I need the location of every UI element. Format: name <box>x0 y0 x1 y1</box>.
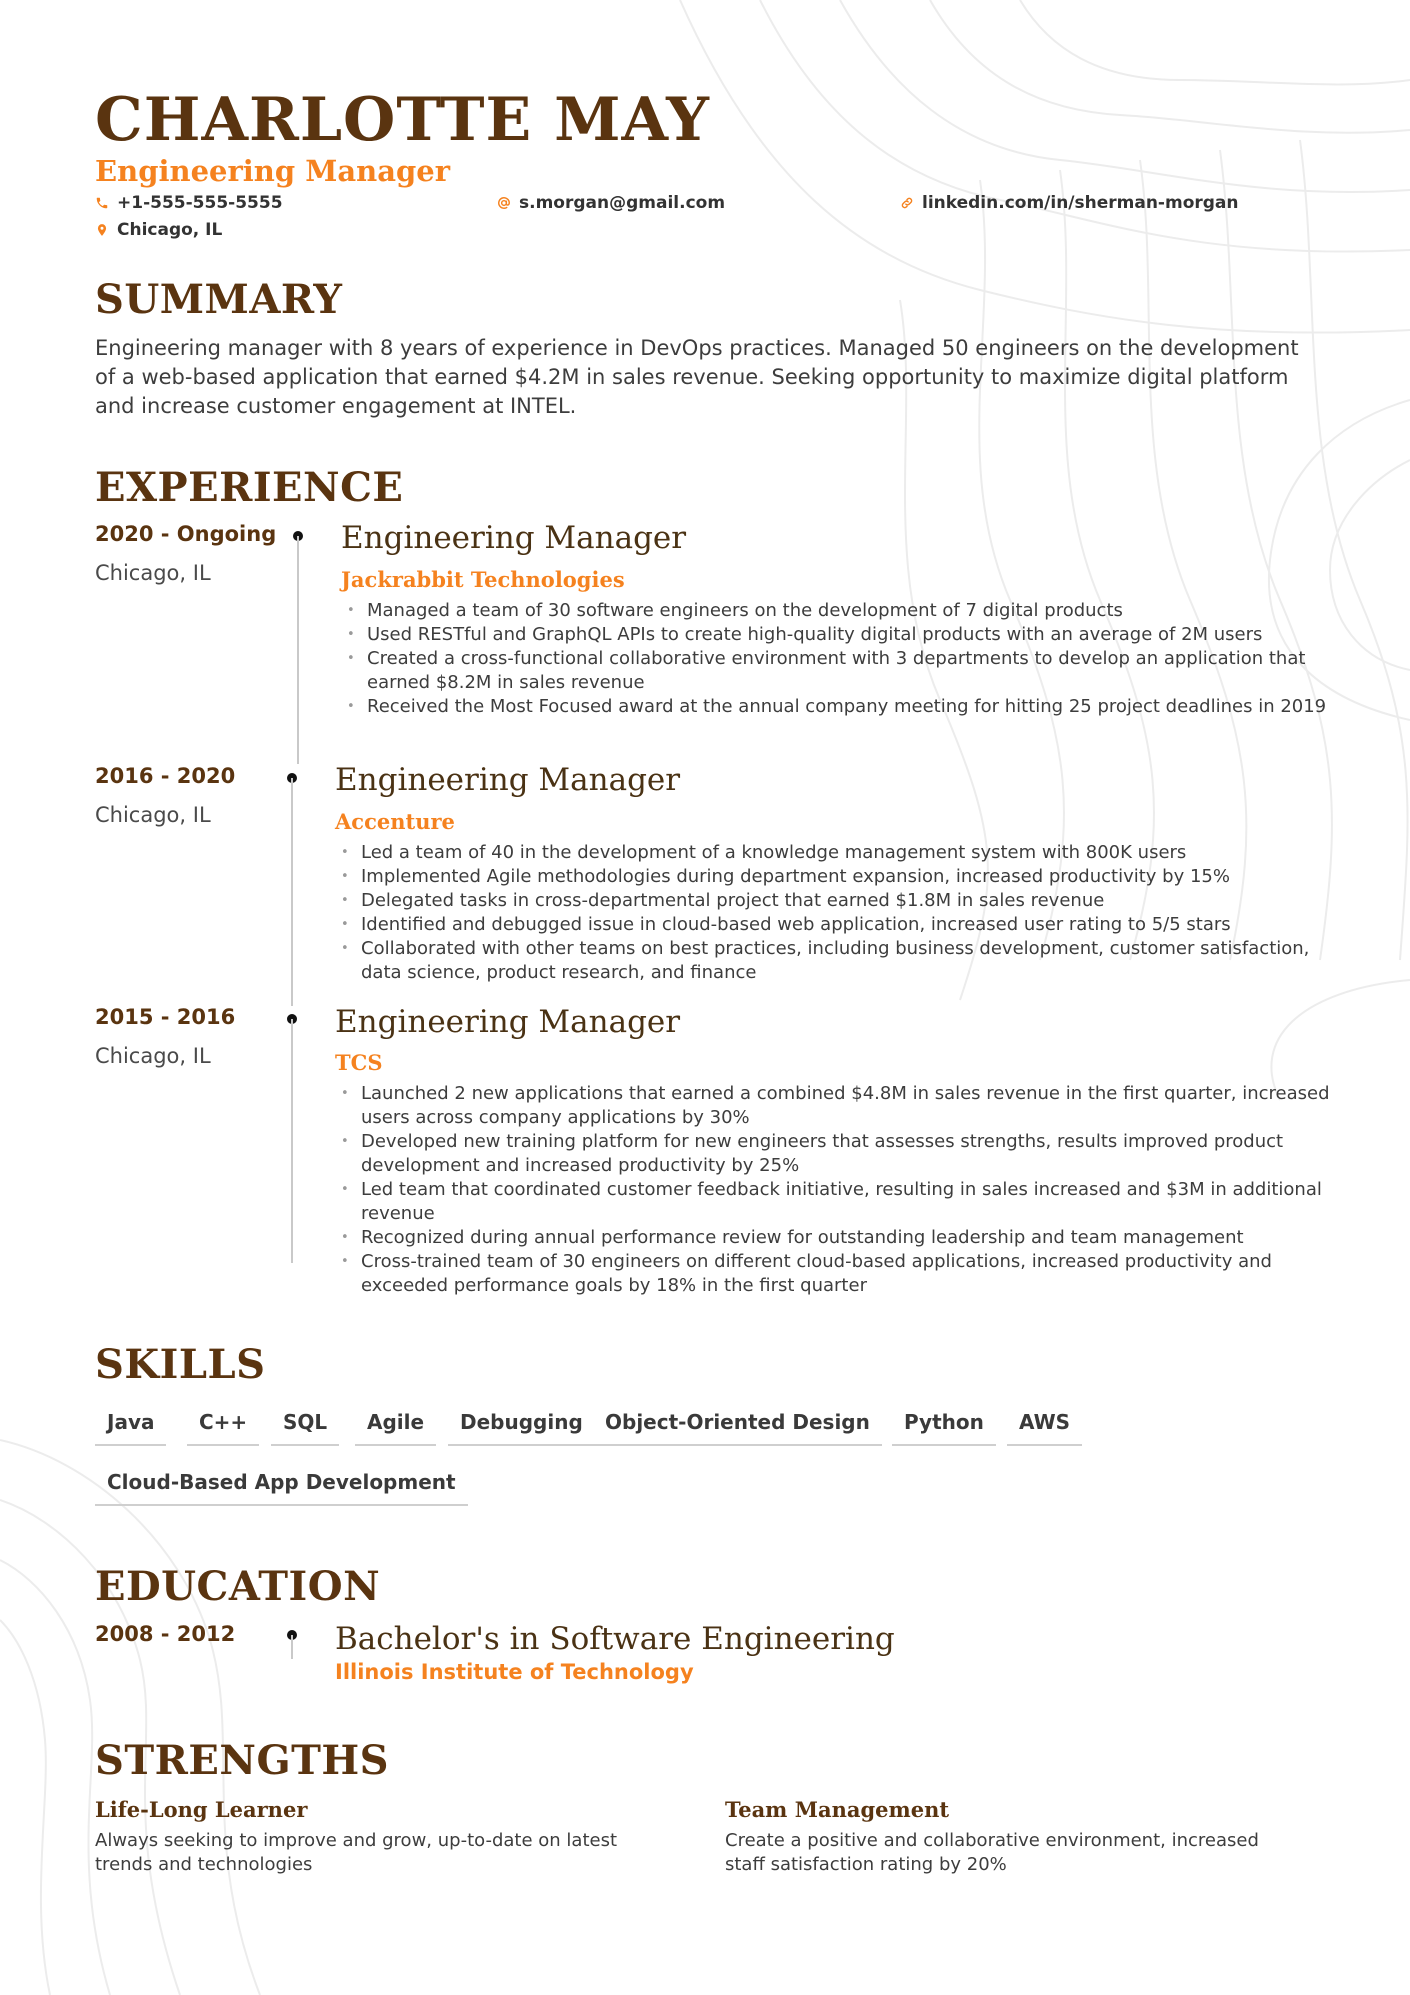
list-item: • Recognized during annual performance review for outstanding leadership and team management <box>337 1226 1337 1250</box>
list-item: • Managed a team of 30 software engineers on the development of 7 digital products <box>343 599 1343 623</box>
list-item: • Received the Most Focused award at the annual company meeting for hitting 25 project deadlines in 2019 <box>343 695 1343 719</box>
job-dates: 2015 - 2016 <box>95 1005 236 1029</box>
list-item: • Identified and debugged issue in cloud-based web application, increased user rating to 5/5 stars <box>337 913 1337 937</box>
strengths-heading: STRENGTHS <box>95 1737 390 1784</box>
summary-text: Engineering manager with 8 years of experience in DevOps practices. Managed 50 engineers on the development of a web-based application that earned $4.2M in sales revenue. Seeking opportunity to maximize digital platform and increase customer engagement at INTEL. <box>95 336 1299 418</box>
education-heading: EDUCATION <box>95 1563 381 1610</box>
list-item: • Led team that coordinated customer feedback initiative, resulting in sales increased and $3M in additional revenue <box>337 1178 1337 1226</box>
list-item: • Implemented Agile methodologies during department expansion, increased productivity by 15% <box>337 865 1337 889</box>
email-text: s.morgan@gmail.com <box>519 193 726 213</box>
job-bullets <box>337 841 1337 985</box>
education-dates: 2008 - 2012 <box>95 1622 236 1646</box>
contact-linkedin[interactable] <box>900 193 1239 213</box>
job-location: Chicago, IL <box>95 803 211 827</box>
experience-heading: EXPERIENCE <box>95 464 404 511</box>
at-icon <box>497 196 511 210</box>
skill-tag: C++ <box>187 1408 259 1446</box>
education-school: Illinois Institute of Technology <box>335 1660 694 1684</box>
company-name: Accenture <box>335 809 455 834</box>
contact-email[interactable] <box>497 193 725 213</box>
skill-tag: Object-Oriented Design <box>593 1408 882 1446</box>
timeline-line <box>291 1635 293 1659</box>
strength-title: Life-Long Learner <box>95 1797 308 1822</box>
job-title: Engineering Manager <box>335 1004 681 1040</box>
candidate-name: CHARLOTTE MAY <box>95 85 710 155</box>
location-text: Chicago, IL <box>117 220 223 240</box>
candidate-title: Engineering Manager <box>95 154 450 188</box>
skill-tag: Cloud-Based App Development <box>95 1468 468 1506</box>
link-icon <box>900 196 914 210</box>
strength-title: Team Management <box>725 1797 950 1822</box>
contact-phone[interactable] <box>95 193 283 213</box>
summary-heading: SUMMARY <box>95 276 343 323</box>
list-item: • Led a team of 40 in the development of a knowledge management system with 800K users <box>337 841 1337 865</box>
list-item: • Launched 2 new applications that earned a combined $4.8M in sales revenue in the first quarter, increased users across company applications by 30% <box>337 1082 1337 1130</box>
phone-icon <box>95 196 109 210</box>
list-item: • Cross-trained team of 30 engineers on different cloud-based applications, increased productivity and exceeded performance goals by 18% in the first quarter <box>337 1250 1337 1298</box>
strength-description: Create a positive and collaborative environment, increased staff satisfaction rating by 20% <box>725 1830 1259 1875</box>
job-bullets <box>337 1082 1337 1298</box>
skill-tag: Python <box>892 1408 996 1446</box>
job-dates: 2020 - Ongoing <box>95 522 277 546</box>
company-name: TCS <box>335 1050 383 1075</box>
education-degree: Bachelor's in Software Engineering <box>335 1621 895 1657</box>
linkedin-text: linkedin.com/in/sherman-morgan <box>922 193 1239 213</box>
job-title: Engineering Manager <box>335 762 681 798</box>
list-item: • Created a cross-functional collaborative environment with 3 departments to develop an application that earned $8.2M in sales revenue <box>343 647 1343 695</box>
job-dates: 2016 - 2020 <box>95 764 236 788</box>
contact-location <box>95 220 222 240</box>
job-location: Chicago, IL <box>95 561 211 585</box>
skill-tag: Java <box>95 1408 166 1446</box>
timeline-line <box>291 1019 293 1263</box>
list-item: • Developed new training platform for new engineers that assesses strengths, results improved product development and increased productivity by 25% <box>337 1130 1337 1178</box>
strength-description: Always seeking to improve and grow, up-to-date on latest trends and technologies <box>95 1830 618 1875</box>
timeline-line <box>297 536 299 764</box>
list-item: • Delegated tasks in cross-departmental project that earned $1.8M in sales revenue <box>337 889 1337 913</box>
timeline-line <box>291 778 293 1006</box>
list-item: • Used RESTful and GraphQL APIs to create high-quality digital products with an average of 2M users <box>343 623 1343 647</box>
skill-tag: Agile <box>355 1408 436 1446</box>
location-pin-icon <box>95 223 109 237</box>
skill-tag: AWS <box>1007 1408 1082 1446</box>
job-bullets <box>343 599 1343 719</box>
skill-tag: SQL <box>271 1408 339 1446</box>
skills-heading: SKILLS <box>95 1341 266 1388</box>
company-name: Jackrabbit Technologies <box>341 567 625 592</box>
skill-tag: Debugging <box>448 1408 595 1446</box>
phone-text: +1-555-555-5555 <box>117 193 283 213</box>
job-location: Chicago, IL <box>95 1044 211 1068</box>
job-title: Engineering Manager <box>341 520 687 556</box>
list-item: • Collaborated with other teams on best practices, including business development, customer satisfaction, data science, product research, and finance <box>337 937 1337 985</box>
